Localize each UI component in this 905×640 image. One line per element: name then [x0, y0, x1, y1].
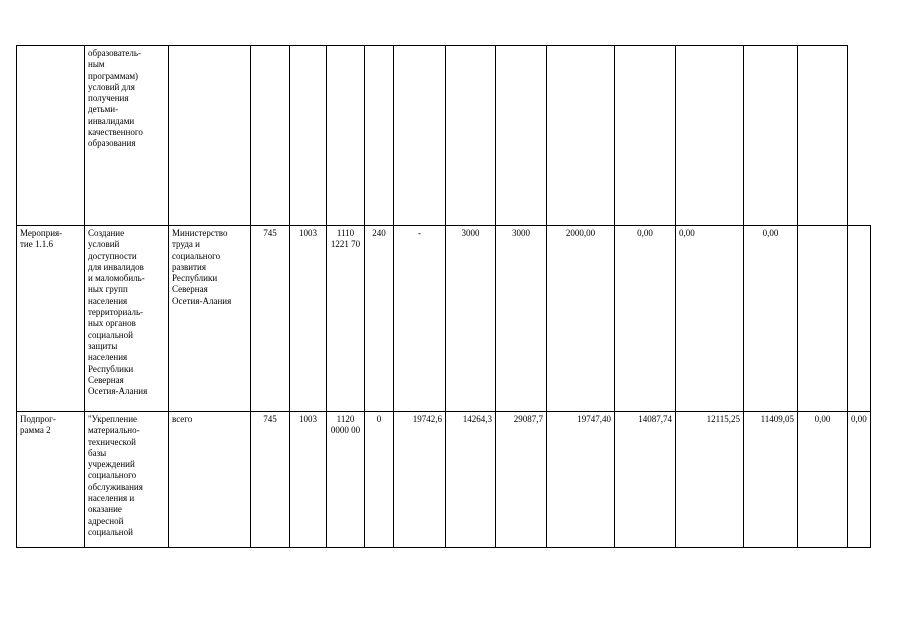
row3-cell-description: "Укрепление материально- технической базы учреждений социального обслуживания населения и оказание адресной социальной [85, 412, 169, 548]
row3-cell-rzpr: 1003 [290, 412, 327, 548]
row2-cell-description: Создание условий доступности для инвалидов и маломобиль- ных групп населения территориаль- ных органов социальной защиты населения Республики Северная Осетия-Алания [85, 226, 169, 412]
row3-cell-value: 0,00 [798, 412, 848, 548]
row1-cell-description: образователь- ным программам) условий для получения детьми- инвалидами качественного образования [85, 46, 169, 226]
row2-cell-value: 3000 [496, 226, 547, 412]
row3-cell-value: 29087,7 [496, 412, 547, 548]
row1-cell-code [17, 46, 85, 226]
row3-cell-value: 12115,25 [676, 412, 744, 548]
row2-cell-value: 3000 [446, 226, 496, 412]
row1-cell [365, 46, 394, 226]
row1-cell [446, 46, 496, 226]
row2-cell-vr: 240 [365, 226, 394, 412]
row2-cell-value [848, 226, 871, 412]
row3-cell-value: 11409,05 [744, 412, 798, 548]
row1-cell [798, 46, 848, 226]
row2-cell-rzpr: 1003 [290, 226, 327, 412]
row3-cell-value: 19742,6 [394, 412, 446, 548]
row2-cell-code: Мероприя- тие 1.1.6 [17, 226, 85, 412]
row1-cell [251, 46, 290, 226]
row1-cell [327, 46, 365, 226]
row1-cell-executor [169, 46, 251, 226]
row3-cell-value: 19747,40 [547, 412, 615, 548]
table-row [17, 226, 871, 412]
row1-cell [496, 46, 547, 226]
table-row [17, 412, 871, 548]
row2-cell-grbs: 745 [251, 226, 290, 412]
row3-cell-vr: 0 [365, 412, 394, 548]
row1-cell [394, 46, 446, 226]
row2-cell-value: 0,00 [615, 226, 676, 412]
row3-cell-code: Подпрог- рамма 2 [17, 412, 85, 548]
row1-cell [676, 46, 744, 226]
row2-cell-value: 0,00 [676, 226, 744, 412]
row3-cell-executor: всего [169, 412, 251, 548]
row1-cell [615, 46, 676, 226]
table-row [17, 46, 871, 226]
row2-cell-executor: Министерство труда и социального развития Республики Северная Осетия-Алания [169, 226, 251, 412]
row2-cell-value: 0,00 [744, 226, 798, 412]
row1-cell [290, 46, 327, 226]
row2-cell-value [798, 226, 848, 412]
row3-cell-value: 0,00 [848, 412, 871, 548]
row2-cell-value: - [394, 226, 446, 412]
row3-cell-grbs: 745 [251, 412, 290, 548]
row1-cell [744, 46, 798, 226]
row1-cell [547, 46, 615, 226]
row3-cell-value: 14087,74 [615, 412, 676, 548]
row3-cell-value: 14264,3 [446, 412, 496, 548]
budget-table [16, 45, 871, 548]
row3-cell-csr: 1120 0000 00 [327, 412, 365, 548]
row2-cell-value: 2000,00 [547, 226, 615, 412]
row2-cell-csr: 1110 1221 70 [327, 226, 365, 412]
